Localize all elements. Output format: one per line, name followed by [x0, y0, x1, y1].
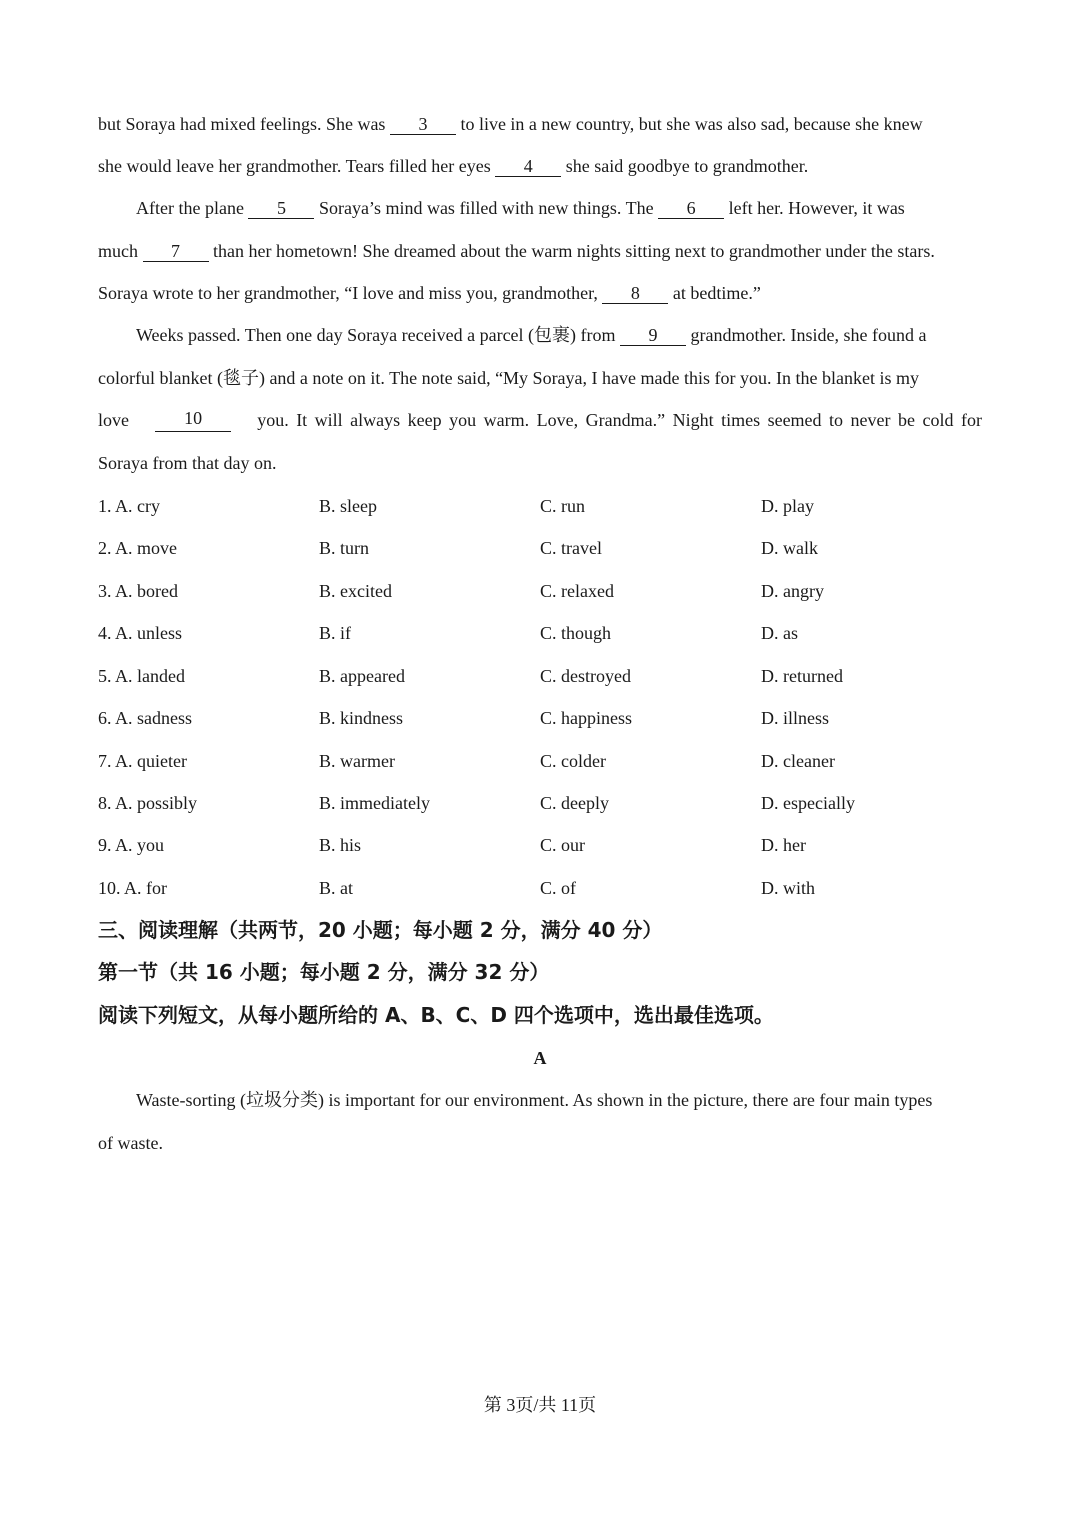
- blank-5: 5: [248, 198, 314, 219]
- option-a: 7. A. quieter: [98, 751, 187, 771]
- option-row-5: [98, 664, 982, 688]
- option-b: B. immediately: [319, 793, 430, 813]
- blank-3: 3: [390, 114, 456, 135]
- option-a: 9. A. you: [98, 835, 165, 855]
- passage-line-3: After the plane 5 Soraya’s mind was filled with new things. The 6 left her. However, it was: [136, 198, 905, 218]
- option-b: B. at: [319, 878, 353, 898]
- blank-7: 7: [143, 241, 209, 262]
- option-c: C. deeply: [540, 793, 609, 813]
- option-b: B. if: [319, 623, 352, 643]
- option-c: C. happiness: [540, 708, 632, 728]
- passage-line-6: Weeks passed. Then one day Soraya received a parcel (包裹) from 9 grandmother. Inside, she found a: [136, 325, 927, 345]
- option-c: C. our: [540, 835, 585, 855]
- option-d: D. as: [761, 623, 798, 643]
- passage-line-2: she would leave her grandmother. Tears filled her eyes 4 she said goodbye to grandmother.: [98, 156, 809, 176]
- option-b: B. turn: [319, 538, 370, 558]
- passage-line-4: much 7 than her hometown! She dreamed about the warm nights sitting next to grandmother under the stars.: [98, 241, 935, 261]
- option-row-6: [98, 706, 982, 730]
- passage-line-9: Soraya from that day on.: [98, 453, 277, 473]
- option-d: D. with: [761, 878, 815, 898]
- option-a: 3. A. bored: [98, 581, 178, 601]
- option-b: B. warmer: [319, 751, 395, 771]
- option-b: B. appeared: [319, 666, 405, 686]
- passage-line-8: love 10 you. It will always keep you warm. Love, Grandma.” Night times seemed to never be cold for: [98, 408, 982, 430]
- option-d: D. her: [761, 835, 806, 855]
- option-row-10: [98, 876, 982, 900]
- option-row-7: [98, 749, 982, 773]
- blank-6: 6: [658, 198, 724, 219]
- option-c: C. destroyed: [540, 666, 631, 686]
- option-a: 8. A. possibly: [98, 793, 198, 813]
- option-row-9: [98, 833, 982, 857]
- option-row-2: [98, 536, 982, 560]
- passage-line-1: but Soraya had mixed feelings. She was 3 to live in a new country, but she was also sad, because she knew: [98, 114, 923, 134]
- option-c: C. though: [540, 623, 612, 643]
- option-d: D. illness: [761, 708, 830, 728]
- option-d: D. angry: [761, 581, 824, 601]
- blank-8: 8: [602, 283, 668, 304]
- option-d: D. play: [761, 496, 814, 516]
- blank-4: 4: [495, 156, 561, 177]
- option-a: 4. A. unless: [98, 623, 183, 643]
- option-d: D. cleaner: [761, 751, 835, 771]
- option-a: 2. A. move: [98, 538, 177, 558]
- option-d: D. returned: [761, 666, 843, 686]
- section-heading: 三、阅读理解（共两节，20 小题；每小题 2 分，满分 40 分）: [98, 918, 663, 942]
- option-row-3: [98, 579, 982, 603]
- reading-line-2: of waste.: [98, 1133, 163, 1153]
- option-b: B. excited: [319, 581, 392, 601]
- option-b: B. kindness: [319, 708, 404, 728]
- option-a: 5. A. landed: [98, 666, 185, 686]
- option-row-4: [98, 621, 982, 645]
- option-row-8: [98, 791, 982, 815]
- option-a: 10. A. for: [98, 878, 167, 898]
- blank-10: 10: [155, 408, 231, 432]
- option-c: C. colder: [540, 751, 606, 771]
- instructions: 阅读下列短文，从每小题所给的 A、B、C、D 四个选项中，选出最佳选项。: [98, 1003, 774, 1027]
- option-c: C. of: [540, 878, 576, 898]
- option-b: B. sleep: [319, 496, 377, 516]
- option-d: D. especially: [761, 793, 855, 813]
- option-d: D. walk: [761, 538, 818, 558]
- subsection-heading: 第一节（共 16 小题；每小题 2 分，满分 32 分）: [98, 960, 550, 984]
- reading-line-1: Waste-sorting (垃圾分类) is important for our environment. As shown in the picture, there are four main types: [136, 1090, 933, 1110]
- option-row-1: [98, 494, 982, 518]
- option-c: C. run: [540, 496, 585, 516]
- option-a: 1. A. cry: [98, 496, 160, 516]
- page-number: 第 3页/共 11页: [483, 1395, 597, 1415]
- option-c: C. travel: [540, 538, 602, 558]
- option-b: B. his: [319, 835, 362, 855]
- passage-letter: A: [533, 1048, 547, 1068]
- blank-9: 9: [620, 325, 686, 346]
- passage-line-7: colorful blanket (毯子) and a note on it. The note said, “My Soraya, I have made this for you. In the blanket is my: [98, 368, 919, 388]
- option-c: C. relaxed: [540, 581, 614, 601]
- passage-line-5: Soraya wrote to her grandmother, “I love and miss you, grandmother, 8 at bedtime.”: [98, 283, 761, 303]
- option-a: 6. A. sadness: [98, 708, 192, 728]
